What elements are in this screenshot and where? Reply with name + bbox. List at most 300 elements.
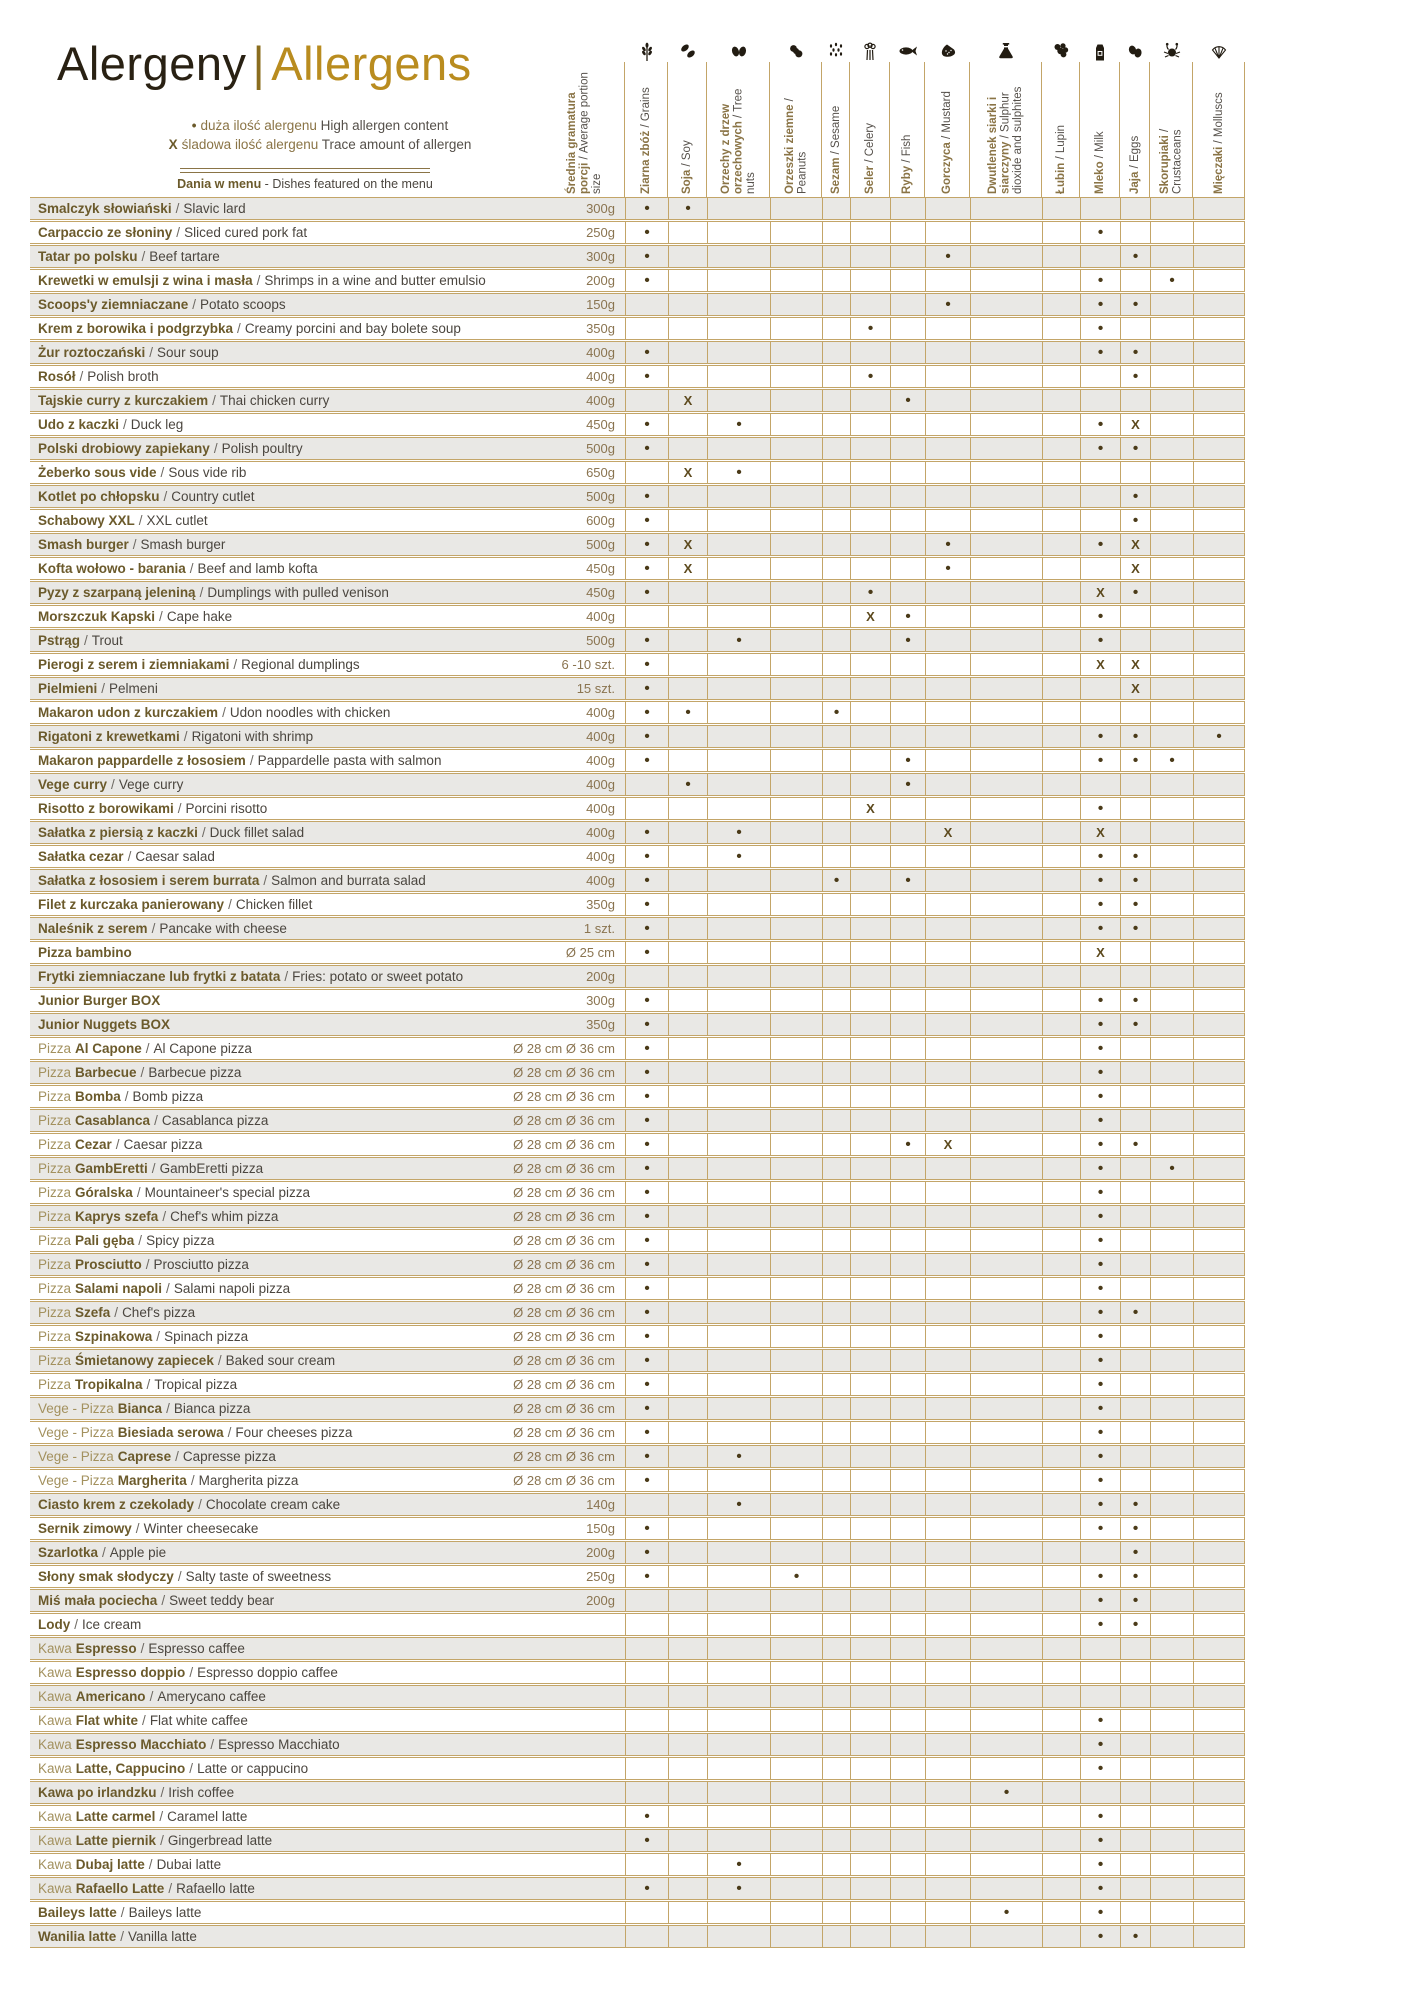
mark-cell-lupin [1042, 198, 1080, 219]
mark-cell-crustaceans [1150, 1518, 1193, 1539]
mark-cell-sulphur-dioxide [970, 1230, 1042, 1251]
high-allergen-mark: • [644, 1015, 650, 1033]
mark-cell-molluscs [1193, 222, 1245, 243]
high-allergen-mark: • [905, 751, 911, 769]
mark-cell-fish [890, 678, 925, 699]
dish-name-polish: Miś mała pociecha [38, 1593, 158, 1608]
mark-cell-peanuts [770, 798, 822, 819]
dish-name-english: Spicy pizza [146, 1233, 215, 1248]
mark-cell-sulphur-dioxide [970, 558, 1042, 579]
mark-cell-crustaceans [1150, 870, 1193, 891]
portion-size: Ø 28 cm Ø 36 cm [513, 1257, 615, 1272]
mark-cell-tree-nuts [707, 1662, 770, 1683]
dish-name-cell [30, 246, 625, 267]
mark-cell-eggs [1120, 1182, 1150, 1203]
dish-name-polish: Tropikalna [75, 1377, 143, 1392]
mark-cell-tree-nuts [707, 1446, 770, 1467]
mark-cell-mustard [925, 1878, 970, 1899]
portion-size: Ø 28 cm Ø 36 cm [513, 1041, 615, 1056]
mark-cell-eggs [1120, 1230, 1150, 1251]
portion-size: 350g [586, 897, 615, 912]
mark-cell-milk [1080, 1590, 1120, 1611]
dish-name-prefix: Vege - Pizza [38, 1401, 114, 1416]
trace-allergen-mark: X [683, 561, 693, 576]
dish-name-separator: / [189, 561, 194, 576]
mark-cell-fish [890, 318, 925, 339]
table-row [30, 1349, 1245, 1372]
dish-name-separator: / [163, 489, 168, 504]
mark-cell-crustaceans [1150, 414, 1193, 435]
portion-size: 400g [586, 609, 615, 624]
dish-name-english: Chocolate cream cake [205, 1497, 341, 1512]
mark-cell-soy [668, 774, 707, 795]
dish-name-polish: Kofta wołowo - barania [38, 561, 186, 576]
mark-cell-celery [850, 558, 890, 579]
trace-allergen-mark: X [1131, 681, 1140, 696]
mark-cell-sesame [822, 462, 850, 483]
mark-cell-tree-nuts [707, 846, 770, 867]
mark-cell-crustaceans [1150, 558, 1193, 579]
mark-cell-fish [890, 1302, 925, 1323]
dish-name-cell [30, 1158, 625, 1179]
dish-name-english: Thai chicken curry [219, 393, 330, 408]
mark-cell-peanuts [770, 1566, 822, 1587]
mark-cell-crustaceans [1150, 726, 1193, 747]
mark-cell-grains [625, 1302, 668, 1323]
mark-cell-grains [625, 1038, 668, 1059]
mark-cell-sesame [822, 1374, 850, 1395]
mark-cell-mustard [925, 630, 970, 651]
high-allergen-mark: • [1097, 1927, 1104, 1945]
mark-cell-crustaceans [1150, 1878, 1193, 1899]
table-row [30, 917, 1245, 940]
mark-cell-milk [1080, 246, 1120, 267]
dish-name-english: Sliced cured pork fat [184, 225, 308, 240]
dish-name-separator: / [136, 1185, 141, 1200]
dish-name-prefix: Kawa [38, 1713, 72, 1728]
high-allergen-mark: • [736, 1879, 742, 1897]
mark-cell-fish [890, 1062, 925, 1083]
dish-name-english: Creamy porcini and bay bolete soup [244, 321, 461, 336]
mark-cell-peanuts [770, 1278, 822, 1299]
mark-cell-sulphur-dioxide [970, 1158, 1042, 1179]
table-row [30, 437, 1245, 460]
mark-cell-lupin [1042, 654, 1080, 675]
dish-name-separator: / [160, 1785, 165, 1800]
mark-cell-lupin [1042, 1182, 1080, 1203]
table-row [30, 1589, 1245, 1612]
mark-cell-fish [890, 1326, 925, 1347]
high-allergen-mark: • [644, 199, 650, 217]
mark-cell-sulphur-dioxide [970, 1110, 1042, 1131]
mark-cell-peanuts [770, 366, 822, 387]
high-allergen-mark: • [1097, 1351, 1104, 1369]
mark-cell-crustaceans [1150, 1374, 1193, 1395]
mark-cell-molluscs [1193, 1470, 1245, 1491]
high-allergen-mark: • [905, 391, 911, 409]
mark-cell-fish [890, 966, 925, 987]
mark-cell-tree-nuts [707, 318, 770, 339]
mark-cell-sesame [822, 294, 850, 315]
celery-icon [862, 42, 878, 62]
mark-cell-mustard [925, 486, 970, 507]
mark-cell-sulphur-dioxide [970, 366, 1042, 387]
mark-cell-fish [890, 198, 925, 219]
mark-cell-fish [890, 1518, 925, 1539]
mark-cell-soy [668, 462, 707, 483]
mark-cell-molluscs [1193, 894, 1245, 915]
mark-cell-milk [1080, 726, 1120, 747]
mark-cell-celery [850, 1878, 890, 1899]
dish-name-cell [30, 1398, 625, 1419]
mark-cell-fish [890, 1254, 925, 1275]
dish-name-polish: Makaron pappardelle z łososiem [38, 753, 246, 768]
mark-cell-milk [1080, 1518, 1120, 1539]
mark-cell-lupin [1042, 1086, 1080, 1107]
mark-cell-crustaceans [1150, 1086, 1193, 1107]
dish-name-polish: Flat white [75, 1713, 139, 1728]
mark-cell-molluscs [1193, 798, 1245, 819]
dish-name-separator: / [140, 1641, 145, 1656]
high-allergen-mark: • [1132, 1135, 1139, 1153]
mark-cell-celery [850, 534, 890, 555]
high-allergen-mark: • [1132, 1543, 1139, 1561]
mark-cell-sulphur-dioxide [970, 1638, 1042, 1659]
dish-name-separator: / [256, 273, 261, 288]
mark-cell-tree-nuts [707, 1686, 770, 1707]
column-label-soy: Soja / Soy [681, 140, 694, 194]
portion-size: 300g [586, 201, 615, 216]
dish-name-english: Mountaineer's special pizza [144, 1185, 310, 1200]
mark-cell-crustaceans [1150, 246, 1193, 267]
mark-cell-eggs [1120, 198, 1150, 219]
dish-name-english: Apple pie [109, 1545, 167, 1560]
mark-cell-crustaceans [1150, 990, 1193, 1011]
dish-name-cell [30, 1662, 625, 1683]
mark-cell-tree-nuts [707, 702, 770, 723]
mark-cell-eggs [1120, 870, 1150, 891]
high-allergen-mark: • [1132, 367, 1139, 385]
mark-cell-soy [668, 678, 707, 699]
mark-cell-grains [625, 822, 668, 843]
mark-cell-tree-nuts [707, 1062, 770, 1083]
dish-name-english: Prosciutto pizza [153, 1257, 249, 1272]
table-row [30, 293, 1245, 316]
table-row [30, 1013, 1245, 1036]
high-allergen-mark: • [1132, 871, 1139, 889]
high-allergen-mark: • [1097, 847, 1104, 865]
mark-cell-crustaceans [1150, 702, 1193, 723]
high-allergen-mark: • [644, 679, 650, 697]
mark-cell-mustard [925, 1230, 970, 1251]
mark-cell-lupin [1042, 942, 1080, 963]
mark-cell-peanuts [770, 1302, 822, 1323]
mark-cell-mustard [925, 1494, 970, 1515]
mark-cell-tree-nuts [707, 1158, 770, 1179]
mark-cell-mustard [925, 678, 970, 699]
mark-cell-celery [850, 774, 890, 795]
mark-cell-sesame [822, 846, 850, 867]
mark-cell-tree-nuts [707, 1374, 770, 1395]
mark-cell-molluscs [1193, 870, 1245, 891]
dish-name-separator: / [138, 513, 143, 528]
fish-icon [898, 42, 918, 58]
high-allergen-mark: • [644, 1207, 650, 1225]
high-allergen-mark: • [1097, 271, 1104, 289]
mark-cell-celery [850, 366, 890, 387]
mark-cell-crustaceans [1150, 1110, 1193, 1131]
mark-cell-celery [850, 1902, 890, 1923]
dish-name-english: Sweet teddy bear [169, 1593, 275, 1608]
mark-cell-milk [1080, 318, 1120, 339]
mark-cell-milk [1080, 1110, 1120, 1131]
mark-cell-peanuts [770, 1062, 822, 1083]
mark-cell-mustard [925, 870, 970, 891]
dish-name-english: Caesar pizza [123, 1137, 203, 1152]
mark-cell-sesame [822, 1446, 850, 1467]
mark-cell-milk [1080, 510, 1120, 531]
mark-cell-fish [890, 1662, 925, 1683]
mark-cell-celery [850, 870, 890, 891]
high-allergen-mark: • [1097, 871, 1104, 889]
mark-cell-fish [890, 1758, 925, 1779]
column-label-mustard: Gorczyca / Mustard [941, 91, 954, 194]
dish-name-polish: Ciasto krem z czekolady [38, 1497, 195, 1512]
dish-name-cell [30, 1566, 625, 1587]
dish-name-english: Gingerbread latte [167, 1833, 273, 1848]
table-row [30, 1853, 1245, 1876]
portion-size: 650g [586, 465, 615, 480]
dish-name-separator: / [249, 753, 254, 768]
mark-cell-fish [890, 1710, 925, 1731]
mark-cell-tree-nuts [707, 1086, 770, 1107]
mark-cell-lupin [1042, 1326, 1080, 1347]
mark-cell-crustaceans [1150, 1782, 1193, 1803]
dish-name-cell [30, 558, 625, 579]
mark-cell-lupin [1042, 342, 1080, 363]
mark-cell-molluscs [1193, 1230, 1245, 1251]
mark-cell-sesame [822, 1542, 850, 1563]
dish-name-separator: / [263, 873, 268, 888]
dish-name-english: Tropical pizza [154, 1377, 238, 1392]
portion-size: 400g [586, 393, 615, 408]
mark-cell-milk [1080, 1470, 1120, 1491]
dish-name-cell [30, 222, 625, 243]
portion-column-label: Średnia gramatura porcji / Average portion size [566, 72, 604, 194]
mark-cell-mustard [925, 1158, 970, 1179]
trace-allergen-mark: X [1096, 657, 1105, 672]
table-row [30, 461, 1245, 484]
dish-name-english: Pelmeni [109, 681, 158, 696]
dish-name-separator: / [111, 777, 115, 792]
mark-cell-crustaceans [1150, 1206, 1193, 1227]
mark-cell-soy [668, 990, 707, 1011]
mark-cell-sulphur-dioxide [970, 486, 1042, 507]
mark-cell-milk [1080, 1278, 1120, 1299]
mark-cell-soy [668, 1806, 707, 1827]
dish-name-cell [30, 942, 625, 963]
mark-cell-sesame [822, 1878, 850, 1899]
mark-cell-eggs [1120, 270, 1150, 291]
table-row [30, 1781, 1245, 1804]
mark-cell-sulphur-dioxide [970, 270, 1042, 291]
mark-cell-grains [625, 1710, 668, 1731]
mark-cell-lupin [1042, 1614, 1080, 1635]
mark-cell-soy [668, 246, 707, 267]
high-allergen-mark: • [644, 703, 650, 721]
mark-cell-fish [890, 1158, 925, 1179]
table-row [30, 1733, 1245, 1756]
mark-cell-eggs [1120, 342, 1150, 363]
high-allergen-mark: • [1216, 727, 1222, 745]
high-allergen-mark: • [1097, 343, 1104, 361]
dish-name-polish: Margherita [117, 1473, 187, 1488]
mark-cell-sesame [822, 942, 850, 963]
mark-cell-eggs [1120, 702, 1150, 723]
mark-cell-peanuts [770, 1422, 822, 1443]
dish-name-polish: Krewetki w emulsji z wina i masła [38, 273, 253, 288]
table-row [30, 581, 1245, 604]
dish-name-separator: / [175, 1449, 179, 1464]
table-row [30, 1301, 1245, 1324]
table-row [30, 1661, 1245, 1684]
mark-cell-celery [850, 1230, 890, 1251]
mark-cell-milk [1080, 1158, 1120, 1179]
high-allergen-mark: • [1097, 1831, 1104, 1849]
mark-cell-mustard [925, 294, 970, 315]
table-row [30, 845, 1245, 868]
mark-cell-sesame [822, 726, 850, 747]
trace-allergen-mark: X [683, 537, 693, 552]
mark-cell-mustard [925, 1590, 970, 1611]
mark-cell-fish [890, 1494, 925, 1515]
high-allergen-mark: • [644, 823, 650, 841]
mark-cell-peanuts [770, 654, 822, 675]
dish-name-polish: Sałatka z łososiem i serem burrata [38, 873, 260, 888]
mark-cell-crustaceans [1150, 534, 1193, 555]
dish-name-cell [30, 1038, 625, 1059]
table-row [30, 1085, 1245, 1108]
mark-cell-tree-nuts [707, 1614, 770, 1635]
mark-cell-molluscs [1193, 1638, 1245, 1659]
mark-cell-eggs [1120, 750, 1150, 771]
mark-cell-grains [625, 1134, 668, 1155]
mark-cell-sesame [822, 198, 850, 219]
mark-cell-peanuts [770, 1374, 822, 1395]
table-row [30, 1253, 1245, 1276]
dish-name-polish: Tatar po polsku [38, 249, 138, 264]
mark-cell-soy [668, 1062, 707, 1083]
portion-size: Ø 28 cm Ø 36 cm [513, 1353, 615, 1368]
mark-cell-lupin [1042, 1278, 1080, 1299]
mark-cell-mustard [925, 1662, 970, 1683]
mark-cell-sesame [822, 822, 850, 843]
mark-cell-molluscs [1193, 1014, 1245, 1035]
dish-name-prefix: Kawa [38, 1761, 72, 1776]
portion-size: 400g [586, 873, 615, 888]
dish-name-cell [30, 510, 625, 531]
mark-cell-eggs [1120, 1398, 1150, 1419]
mark-cell-lupin [1042, 1662, 1080, 1683]
mark-cell-grains [625, 1638, 668, 1659]
dish-name-separator: / [222, 705, 226, 720]
high-allergen-mark: • [1097, 1159, 1104, 1177]
dish-name-separator: / [148, 1857, 153, 1872]
mark-cell-tree-nuts [707, 558, 770, 579]
mark-cell-lupin [1042, 1686, 1080, 1707]
mark-cell-grains [625, 438, 668, 459]
mark-cell-celery [850, 1278, 890, 1299]
mark-cell-sulphur-dioxide [970, 1134, 1042, 1155]
mark-cell-mustard [925, 1542, 970, 1563]
mark-cell-soy [668, 654, 707, 675]
dish-name-english: Bomb pizza [132, 1089, 204, 1104]
mark-cell-lupin [1042, 1062, 1080, 1083]
mark-cell-sulphur-dioxide [970, 534, 1042, 555]
mark-cell-soy [668, 1542, 707, 1563]
mark-cell-peanuts [770, 1350, 822, 1371]
mark-cell-soy [668, 1134, 707, 1155]
table-row [30, 1877, 1245, 1900]
mark-cell-sulphur-dioxide [970, 1374, 1042, 1395]
legend-trace-allergen: X śladowa ilość alergenu Trace amount of allergen [168, 137, 472, 152]
high-allergen-mark: • [1097, 415, 1104, 433]
dish-name-cell [30, 1350, 625, 1371]
mark-cell-soy [668, 1446, 707, 1467]
mark-cell-crustaceans [1150, 318, 1193, 339]
mark-cell-grains [625, 798, 668, 819]
dish-name-prefix: Kawa [38, 1665, 72, 1680]
mark-cell-sesame [822, 1254, 850, 1275]
dish-name-english: Vege curry [118, 777, 184, 792]
high-allergen-mark: • [644, 1303, 650, 1321]
mark-cell-mustard [925, 1854, 970, 1875]
mark-cell-eggs [1120, 1038, 1150, 1059]
mark-cell-tree-nuts [707, 990, 770, 1011]
mark-cell-mustard [925, 1758, 970, 1779]
mark-cell-soy [668, 1278, 707, 1299]
dish-name-polish: Carpaccio ze słoniny [38, 225, 173, 240]
high-allergen-mark: • [905, 631, 911, 649]
high-allergen-mark: • [1097, 1015, 1104, 1033]
mark-cell-peanuts [770, 1254, 822, 1275]
mark-cell-milk [1080, 1806, 1120, 1827]
portion-size: 350g [586, 1017, 615, 1032]
mark-cell-fish [890, 294, 925, 315]
mark-cell-mustard [925, 1398, 970, 1419]
mark-cell-molluscs [1193, 582, 1245, 603]
mark-cell-mustard [925, 1518, 970, 1539]
mark-cell-milk [1080, 1566, 1120, 1587]
mark-cell-celery [850, 1086, 890, 1107]
high-allergen-mark: • [1132, 511, 1139, 529]
mark-cell-tree-nuts [707, 654, 770, 675]
mark-cell-milk [1080, 1710, 1120, 1731]
mark-cell-sesame [822, 1278, 850, 1299]
portion-size: 500g [586, 441, 615, 456]
dish-name-separator: / [198, 1497, 202, 1512]
mark-cell-eggs [1120, 438, 1150, 459]
mark-cell-molluscs [1193, 1518, 1245, 1539]
mark-cell-sulphur-dioxide [970, 246, 1042, 267]
dish-name-separator: / [177, 1569, 182, 1584]
table-row [30, 1205, 1245, 1228]
mark-cell-celery [850, 1254, 890, 1275]
mark-cell-mustard [925, 390, 970, 411]
dish-name-english: Barbecue pizza [148, 1065, 242, 1080]
mark-cell-milk [1080, 1014, 1120, 1035]
dish-name-english: Duck leg [130, 417, 184, 432]
